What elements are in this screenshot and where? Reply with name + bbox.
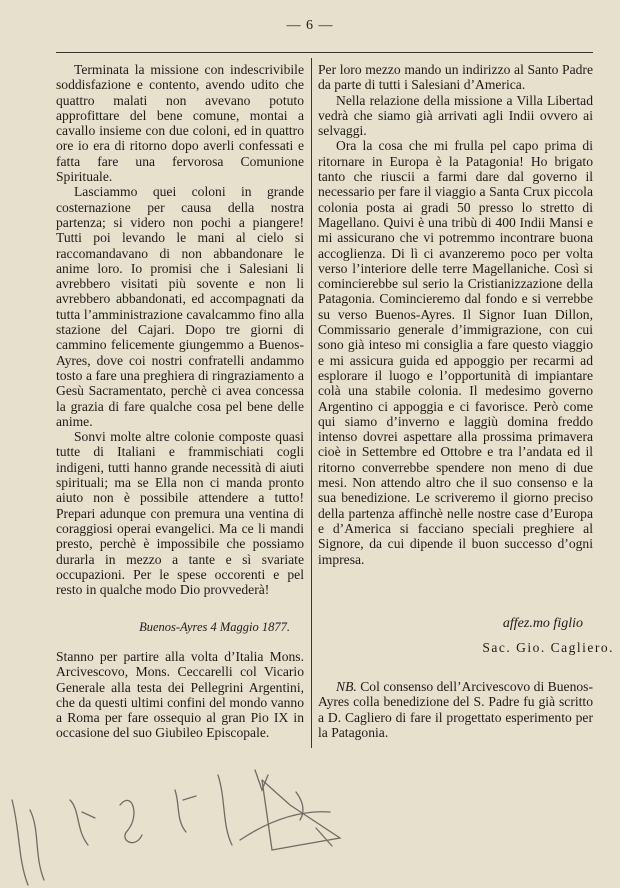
page-number: — 6 —: [286, 18, 334, 33]
dateline: Buenos-Ayres 4 Maggio 1877.: [139, 620, 290, 634]
pencil-scribble: [175, 790, 196, 832]
pencil-scribble: [218, 775, 232, 845]
left-paragraph: Lasciammo quei coloni in grande costernazione per causa della nostra partenza; si videro non pochi a piangere! Tutti poi levando le mani al cielo si raccomandavano di non abbandonare le anime loro. Io promisi che i Salesiani li avrebbero visitati più sovente e non li avrebbero abbandonati, ed accompagnati da tutta l’amministrazione cavalcammo fino alla stazione del Cajari. Dopo tre giorni di cammino felicemente giungemmo a Buenos-Ayres, dove coi nostri confratelli andammo tosto a fare una preghiera di ringraziamento a Gesù Sacramentato, perchè ci avea concessa la grazia di fare qualche cosa pel bene delle anime.: [56, 184, 304, 429]
pencil-scribble: [12, 800, 28, 885]
pencil-scribble: [262, 780, 340, 850]
nb-label: NB.: [336, 679, 357, 694]
pencil-scribble: [120, 800, 142, 842]
right-paragraph: Ora la cosa che mi frulla pel capo prima di ritornare in Europa è la Patagonia! Ho brigato tanto che riuscii a farmi dare dal governo il necessario per fare il viaggio a Santa Crux piccola colonia posta ai gradi 50 presso lo stretto di Magellano. Quivi è una tribù di 400 Indii Mansi e mi assicurano che vi potremmo incontrare buona accoglienza. Di lì ci avanzeremo poco per volta verso l’interiore delle terre Magellaniche. Così si comincierebbe sul serio la Cristianizzazione della Patagonia. Comincieremo dal fondo e si verrebbe su verso Buenos-Ayres. Il Signor Iuan Dillon, Commissario generale d’immigrazione, con cui sono già inteso mi consiglia a fare questo viaggio e mi assicura guida ed appoggio per recarmi ad esplorare il luogo e l’opportunità di impiantare colà una stabile colonia. Il medesimo governo Argentino ci appoggia e ci favorisce. Però come qui siamo d’inverno e laggiù domina freddo intenso dovrei aspettare alla prossima primavera cioè in Settembre ed Ottobre e tra l’andata ed il ritorno converrebbe spendere non meno di due mesi. Non attendo altro che il suo consenso e la sua benedizione. Le scriveremo il giorno preciso della partenza affinchè nelle nostre case d’Europa e d’America si facciano speciali preghiere al Signore, da cui dipende il buon successo d’ogni impresa.: [318, 138, 593, 567]
left-paragraph: Terminata la missione con indescrivibile soddisfazione e contento, avendo udito che quattro malati non avevano potuto approfittare del bene comune, montai a cavallo insieme con due coloni, ed in quattro ore io era di ritorno dopo averli confessati e fatta fare una fervorosa Comunione Spirituale.: [56, 62, 304, 185]
signature: Sac. Gio. Cagliero.: [482, 640, 614, 655]
pencil-scribble: [240, 812, 330, 840]
nb-text: Col consenso dell’Arcivescovo di Buenos-Ayres colla benedizione del S. Padre fu già scritto a D. Cagliero di fare il progettato esperimento per la Patagonia.: [318, 679, 593, 740]
right-paragraph: Nella relazione della missione a Villa Libertad vedrà che siamo già arrivati agli Indii ovvero ai selvaggi.: [318, 92, 593, 139]
valediction: affez.mo figlio: [502, 616, 583, 631]
pencil-scribble: [30, 810, 44, 880]
right-paragraph: Per loro mezzo mando un indirizzo al Santo Padre da parte di tutti i Salesiani d’America.: [318, 62, 593, 93]
postscript-paragraph: Stanno per partire alla volta d’Italia Mons. Arcivescovo, Mons. Ceccarelli col Vicario Generale alla testa dei Pellegrini Argentini, che da questi ultimi confini del mondo vanno a Roma per fare ossequio al gran Pio IX in occasione del suo Giubileo Episcopale.: [56, 649, 304, 741]
pencil-scribble: [296, 792, 303, 820]
pencil-scribble: [70, 800, 95, 845]
left-paragraph: Sonvi molte altre colonie composte quasi tutte di Italiani e frammischiati cogli indigeni, tutti hanno grande necessità di aiuti spirituali; ma se Ella non ci manda pronto aiuto non è possibile attendere a tutto! Prepari adunque con premura una ventina di coraggiosi operai evangelici. Ma ce li mandi presto, perchè è impossibile che possiamo durarla in mezzo a tante e sì svariate occupazioni. Per le spese occorenti e pel resto in qualche modo Dio provvederà!: [56, 429, 304, 598]
